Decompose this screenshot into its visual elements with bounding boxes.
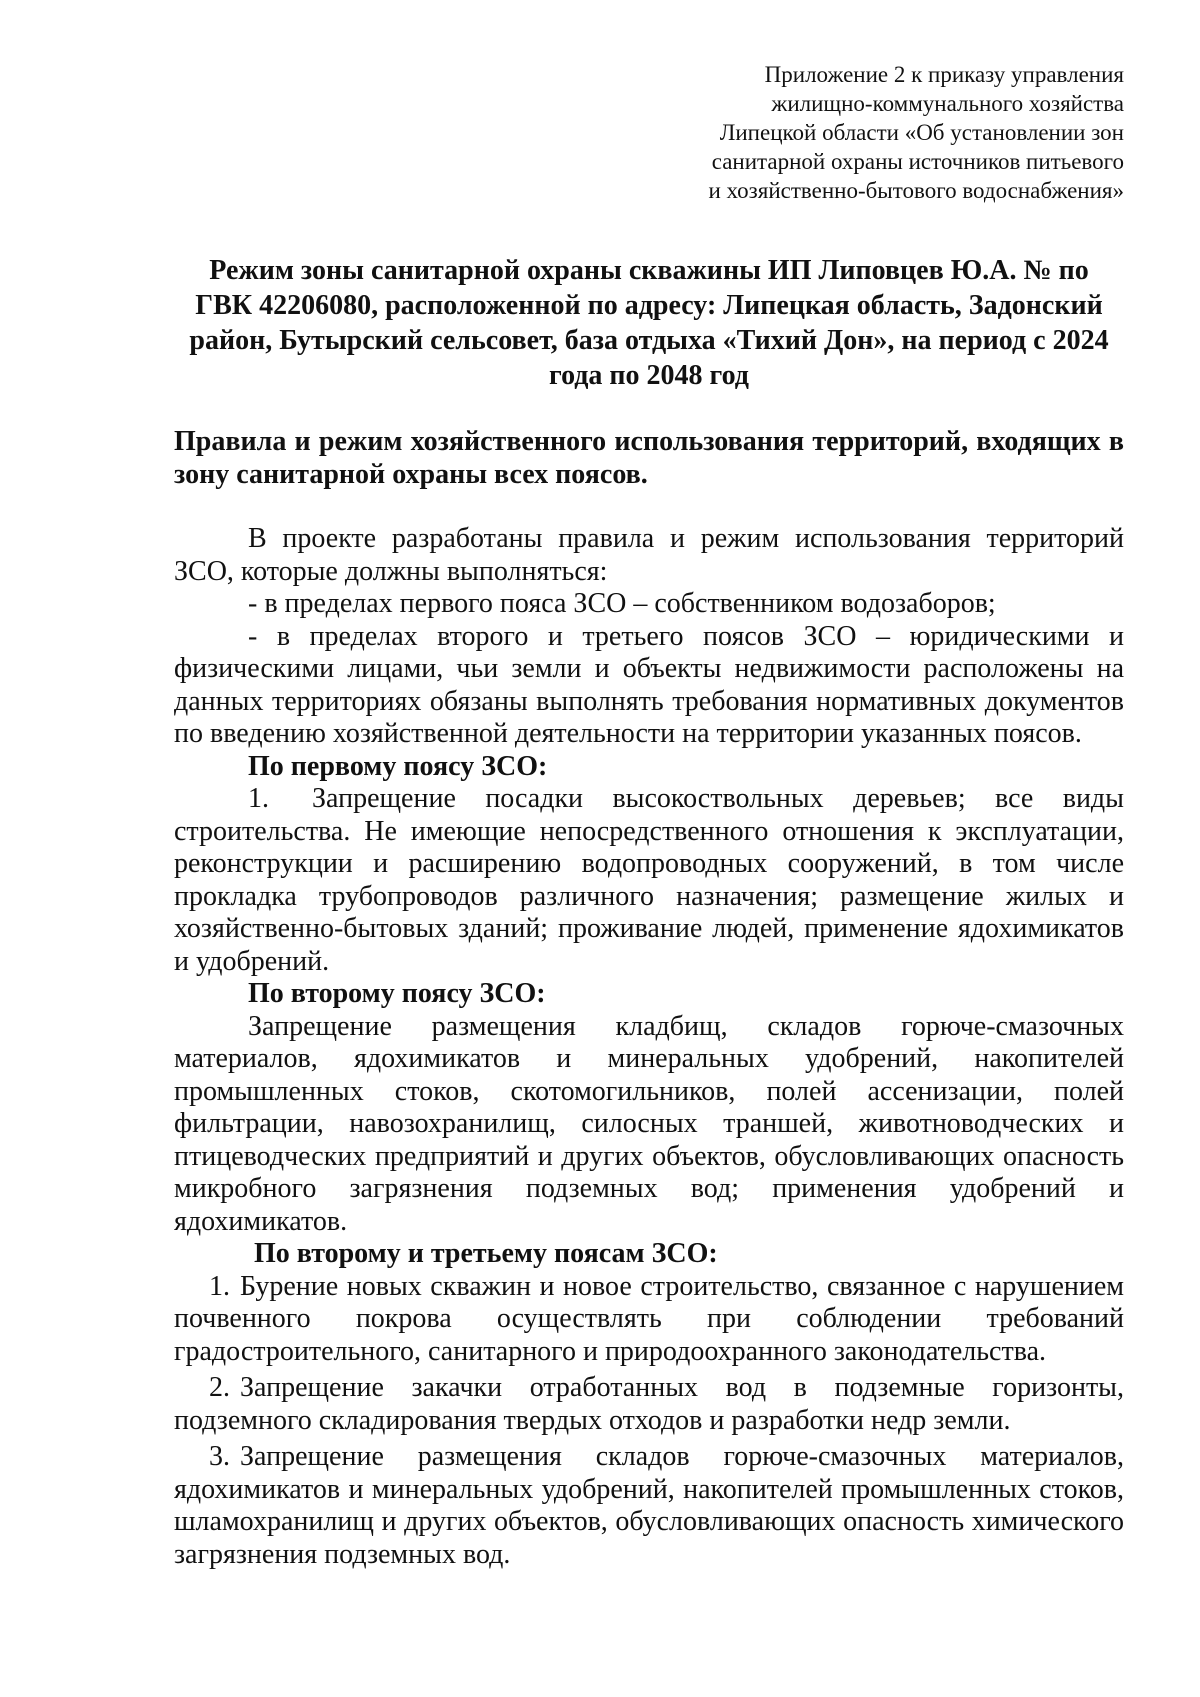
belt23-list-item xyxy=(174,1372,1124,1437)
belt23-list-item xyxy=(174,1271,1124,1369)
document-body xyxy=(174,523,1124,1571)
list-item-text: Бурение новых скважин и новое строительство, связанное с нарушением почвенного покрова осуществлять при соблюдении требований градостроительного, санитарного и природоохранного законодательства. xyxy=(174,1270,1124,1367)
belt23-heading: По второму и третьему поясам ЗСО: xyxy=(254,1238,718,1269)
appendix-line: санитарной охраны источников питьевого xyxy=(711,149,1124,174)
intro-paragraph: В проекте разработаны правила и режим использования территорий ЗСО, которые должны выполняться: xyxy=(174,523,1124,587)
appendix-reference xyxy=(174,60,1124,205)
belt2-heading: По второму поясу ЗСО: xyxy=(248,978,546,1009)
title-line: ГВК 42206080, расположенной по адресу: Липецкая область, Задонский xyxy=(195,290,1103,321)
appendix-line: и хозяйственно-бытового водоснабжения» xyxy=(708,178,1124,203)
list-item-text: Запрещение размещения складов горюче-смазочных материалов, ядохимикатов и минеральных удобрений, накопителей промышленных стоков, шламохранилищ и других объектов, обусловливающих опасность химического загрязнения подземных вод. xyxy=(174,1441,1124,1570)
intro-list-item: - в пределах второго и третьего поясов ЗСО – юридическими и физическими лицами, чьи земли и объекты недвижимости расположены на данных территориях обязаны выполнять требования нормативных документов по введению хозяйственной деятельности на территории указанных поясов. xyxy=(174,620,1124,749)
belt23-list-item xyxy=(174,1441,1124,1571)
belt1-item-text: Запрещение посадки высокоствольных деревьев; все виды строительства. Не имеющие непосредственного отношения к эксплуатации, реконструкции и расширению водопроводных сооружений, в том числе прокладка трубопроводов различного назначения; размещение жилых и хозяйственно-бытовых зданий; проживание людей, применение ядохимикатов и удобрений. xyxy=(174,783,1124,977)
appendix-line: жилищно-коммунального хозяйства xyxy=(771,91,1124,116)
list-item-number: 1. xyxy=(209,1270,230,1302)
section-title: Правила и режим хозяйственного использования территорий, входящих в зону санитарной охраны всех поясов. xyxy=(174,426,1124,490)
list-item-number: 3. xyxy=(209,1441,230,1472)
title-line: Режим зоны санитарной охраны скважины ИП Липовцев Ю.А. № по xyxy=(209,255,1089,286)
belt1-item-number: 1. xyxy=(248,783,269,814)
belt1-item xyxy=(174,783,1124,978)
title-line: район, Бутырский сельсовет, база отдыха «Тихий Дон», на период с 2024 xyxy=(189,325,1109,356)
belt1-heading: По первому поясу ЗСО: xyxy=(248,750,548,782)
document-title xyxy=(174,253,1124,393)
belt2-paragraph: Запрещение размещения кладбищ, складов горюче-смазочных материалов, ядохимикатов и минеральных удобрений, накопителей промышленных стоков, скотомогильников, полей ассенизации, полей фильтрации, навозохранилищ, силосных траншей, животноводческих и птицеводческих предприятий и других объектов, обусловливающих опасность микробного загрязнения подземных вод; применения удобрений и ядохимикатов. xyxy=(174,1010,1124,1237)
list-item-number: 2. xyxy=(209,1372,230,1403)
appendix-line: Липецкой области «Об установлении зон xyxy=(719,120,1124,145)
title-line: года по 2048 год xyxy=(549,360,749,391)
document-content xyxy=(174,60,1124,1571)
appendix-line: Приложение 2 к приказу управления xyxy=(764,62,1124,87)
list-item-text: Запрещение закачки отработанных вод в подземные горизонты, подземного складирования твердых отходов и разработки недр земли. xyxy=(174,1372,1124,1436)
intro-list-item: - в пределах первого пояса ЗСО – собственником водозаборов; xyxy=(248,588,996,619)
